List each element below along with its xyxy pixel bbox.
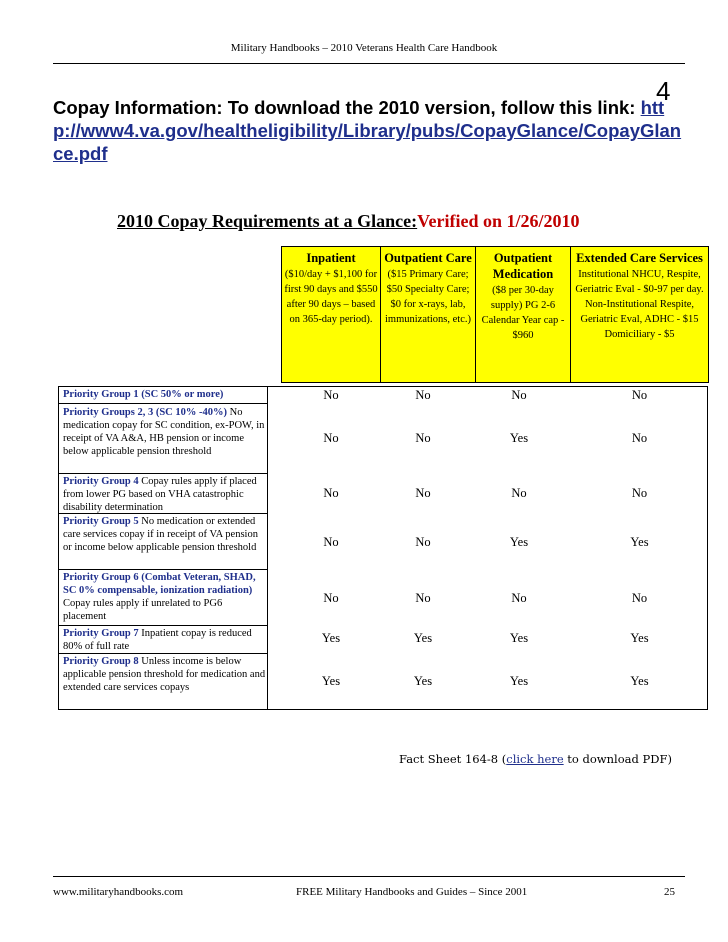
- col-detail: ($10/day + $1,100 for first 90 days and $550 after 90 days – based on 365-day period).: [284, 269, 378, 325]
- fact-sheet-note: Fact Sheet 164-8 (click here to download PDF): [399, 752, 672, 766]
- cell-pg2-outpatient-care: No: [415, 431, 431, 445]
- cell-pg8-inpatient: Yes: [321, 674, 341, 688]
- col-heading: Outpatient Care: [384, 251, 472, 265]
- row-label-pg5: Priority Group 5 No medication or extended care services copay if in receipt of VA pension or income below applicable pension threshold: [58, 514, 268, 570]
- cell-pg5-medication: Yes: [509, 535, 529, 549]
- title-text: Copay Information: To download the 2010 version, follow this link:: [53, 97, 641, 118]
- chapter-number: 4: [656, 76, 671, 106]
- cell-pg1-extended-care: No: [631, 388, 648, 402]
- cell-pg1-inpatient: No: [323, 388, 339, 402]
- col-header-outpatient-care: [380, 246, 476, 383]
- cell-pg5-extended-care: Yes: [630, 535, 649, 549]
- table-title: [117, 211, 580, 232]
- col-heading: Extended Care Services: [576, 251, 703, 265]
- cell-pg6-outpatient-care: No: [415, 591, 431, 605]
- section-title: [53, 96, 683, 165]
- col-header-extended-care: [570, 246, 709, 383]
- col-detail: ($15 Primary Care; $50 Specialty Care; $0 for x-rays, lab, immunizations, etc.): [384, 269, 472, 325]
- cell-pg2-extended-care: No: [631, 431, 648, 445]
- cell-pg2-medication: Yes: [509, 431, 529, 445]
- cell-pg5-outpatient-care: No: [415, 535, 431, 549]
- col-detail: ($8 per 30-day supply) PG 2-6 Calendar Year cap - $960: [481, 285, 565, 341]
- row-label-pg1: Priority Group 1 (SC 50% or more): [58, 386, 268, 404]
- cell-pg7-extended-care: Yes: [630, 631, 649, 645]
- cell-pg7-outpatient-care: Yes: [413, 631, 433, 645]
- running-header: Military Handbooks – 2010 Veterans Health Care Handbook: [230, 42, 498, 54]
- cell-pg5-inpatient: No: [323, 535, 339, 549]
- row-label-pg2-3: Priority Groups 2, 3 (SC 10% -40%) No medication copay for SC condition, ex-POW, in receipt of VA A&A, HB pension or income below applicable pension threshold: [58, 404, 268, 474]
- cell-pg7-medication: Yes: [509, 631, 529, 645]
- cell-pg8-extended-care: Yes: [630, 674, 649, 688]
- copay-pdf-link[interactable]: http://www4.va.gov/healtheligibility/Library/pubs/CopayGlance/CopayGlance.pdf: [53, 97, 682, 164]
- header-rule: [53, 63, 685, 64]
- page-number: 25: [664, 886, 675, 898]
- cell-pg4-inpatient: No: [323, 486, 339, 500]
- cell-pg1-outpatient-care: No: [415, 388, 431, 402]
- cell-pg4-outpatient-care: No: [415, 486, 431, 500]
- col-header-outpatient-medication: [475, 246, 571, 383]
- cell-pg6-extended-care: No: [631, 591, 648, 605]
- col-detail: Institutional NHCU, Respite, Geriatric Eval - $0-97 per day. Non-Institutional Respite, Geriatric Eval, ADHC - $15 Domiciliary - $5: [575, 269, 704, 340]
- footer-website: www.militaryhandbooks.com: [53, 886, 184, 898]
- verified-date: Verified on 1/26/2010: [417, 211, 580, 231]
- row-label-pg6: Priority Group 6 (Combat Veteran, SHAD, SC 0% compensable, ionization radiation) Copay rules apply if unrelated to PG6 placement: [58, 570, 268, 626]
- table-title-main: 2010 Copay Requirements at a Glance:: [117, 211, 418, 231]
- col-heading: Inpatient: [306, 251, 356, 265]
- cell-pg1-medication: No: [511, 388, 527, 402]
- cell-pg4-extended-care: No: [631, 486, 648, 500]
- cell-pg6-inpatient: No: [323, 591, 339, 605]
- col-heading: Outpatient Medication: [492, 251, 554, 281]
- cell-pg8-outpatient-care: Yes: [413, 674, 433, 688]
- cell-pg4-medication: No: [511, 486, 527, 500]
- footer-tagline: FREE Military Handbooks and Guides – Since 2001: [296, 886, 528, 898]
- cell-pg7-inpatient: Yes: [321, 631, 341, 645]
- col-header-inpatient: [281, 246, 381, 383]
- footer-rule: [53, 876, 685, 877]
- row-label-pg8: Priority Group 8 Unless income is below applicable pension threshold for medication and extended care services copays: [58, 654, 268, 710]
- cell-pg2-inpatient: No: [323, 431, 339, 445]
- row-label-pg4: Priority Group 4 Copay rules apply if placed from lower PG based on VHA catastrophic disability determination: [58, 474, 268, 514]
- row-label-pg7: Priority Group 7 Inpatient copay is reduced 80% of full rate: [58, 626, 268, 654]
- cell-pg8-medication: Yes: [509, 674, 529, 688]
- click-here-link[interactable]: click here: [506, 752, 564, 766]
- cell-pg6-medication: No: [511, 591, 527, 605]
